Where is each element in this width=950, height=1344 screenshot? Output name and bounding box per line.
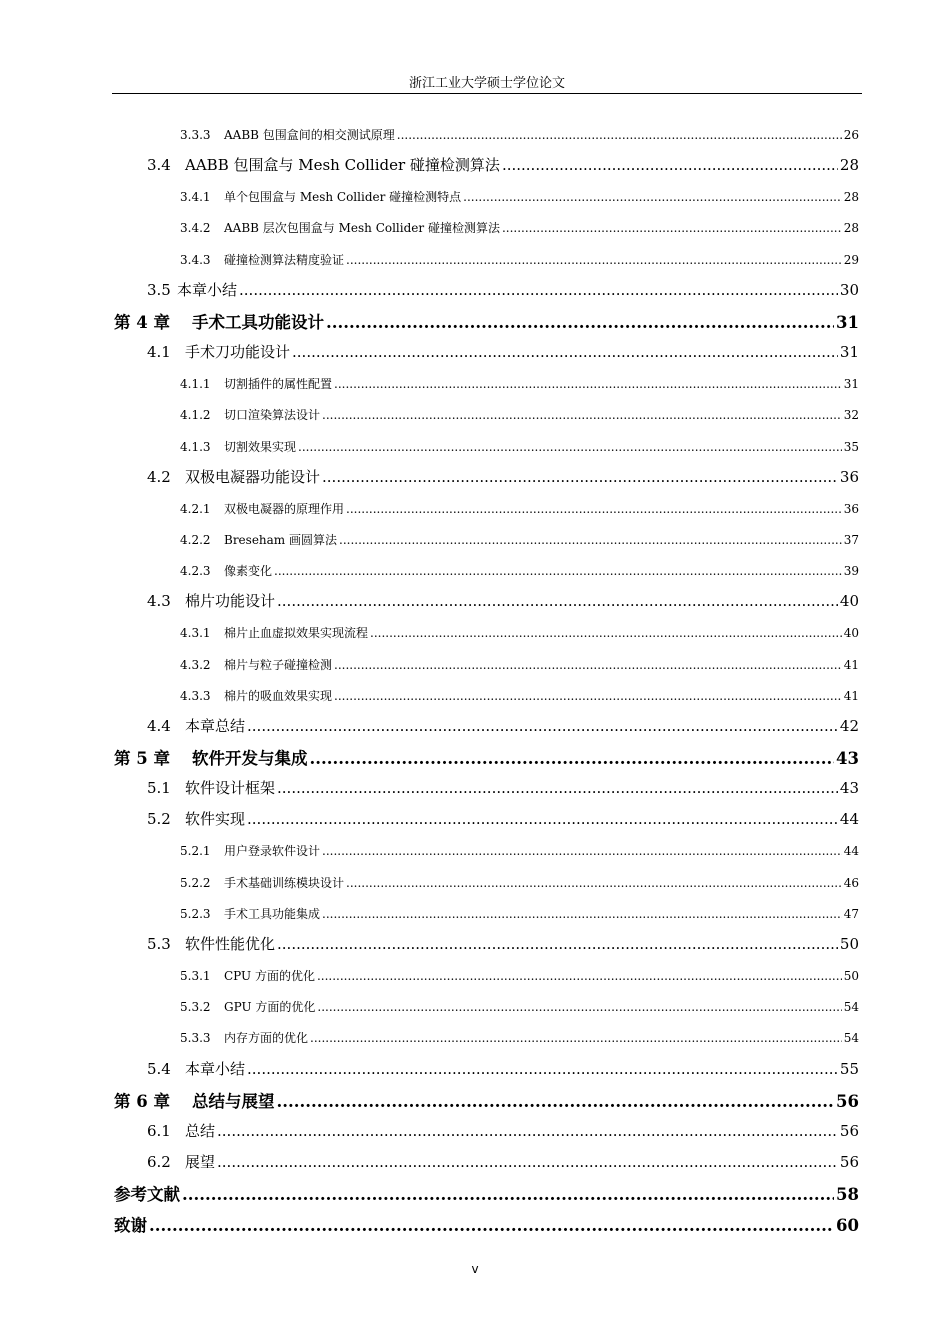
dot-leader xyxy=(217,1122,838,1140)
dot-leader xyxy=(317,969,842,983)
toc-entry-title: 展望 xyxy=(185,1152,216,1171)
toc-entry[interactable] xyxy=(180,375,859,395)
toc-entry-title: 软件开发与集成 xyxy=(192,749,308,768)
toc-entry[interactable] xyxy=(147,466,859,490)
toc-entry-page: 56 xyxy=(836,1091,859,1111)
toc-entry-title: 致谢 xyxy=(114,1216,147,1236)
dot-leader xyxy=(322,408,842,422)
toc-entry-page: 37 xyxy=(843,532,859,547)
toc-entry-page: 56 xyxy=(839,1152,859,1171)
toc-entry-number: 5.4 xyxy=(147,1059,171,1078)
toc-entry[interactable] xyxy=(180,874,859,894)
toc-entry-title: 切割效果实现 xyxy=(224,439,297,454)
toc-entry-number: 4.1.3 xyxy=(180,439,211,454)
toc-entry-page: 42 xyxy=(839,716,859,735)
toc-entry-title: AABB 层次包围盒与 Mesh Collider 碰撞检测算法 xyxy=(224,221,500,236)
toc-entry[interactable] xyxy=(180,967,859,987)
toc-entry-title: 双极电凝器功能设计 xyxy=(185,467,321,486)
toc-entry-title: AABB 包围盒间的相交测试原理 xyxy=(224,128,395,142)
toc-entry-title: 软件性能优化 xyxy=(185,934,276,953)
dot-leader xyxy=(277,592,838,610)
dot-leader xyxy=(346,502,842,516)
dot-leader xyxy=(502,156,838,174)
dot-leader xyxy=(239,281,838,299)
toc-entry-number: 3.4.2 xyxy=(180,221,211,236)
page-number: v xyxy=(471,1262,479,1276)
toc-entry[interactable] xyxy=(180,126,859,146)
toc-entry-page: 43 xyxy=(839,779,859,798)
toc-entry[interactable] xyxy=(180,562,859,582)
toc-entry[interactable] xyxy=(180,905,859,925)
toc-entry-page: 30 xyxy=(839,280,859,299)
toc-entry-number: 4.3.3 xyxy=(180,688,211,703)
toc-entry-page: 28 xyxy=(839,156,859,175)
toc-entry-page: 40 xyxy=(843,626,859,641)
toc-entry[interactable] xyxy=(180,1029,859,1049)
toc-entry-title: 手术基础训练模块设计 xyxy=(224,875,345,890)
toc-entry-number: 5.1 xyxy=(147,779,171,798)
dot-leader xyxy=(502,221,842,235)
toc-entry[interactable] xyxy=(180,531,859,551)
toc-entry-page: 36 xyxy=(839,467,859,486)
toc-entry-title: 手术刀功能设计 xyxy=(185,343,291,362)
toc-entry[interactable] xyxy=(114,309,859,335)
toc-entry[interactable] xyxy=(147,1120,859,1144)
toc-entry-title: 碰撞检测算法精度验证 xyxy=(224,252,345,267)
toc-entry-number: 4.2.2 xyxy=(180,532,211,547)
dot-leader xyxy=(247,810,838,828)
dot-leader xyxy=(370,626,842,640)
toc-entry[interactable] xyxy=(147,154,859,178)
toc-entry-title: 棉片功能设计 xyxy=(185,592,276,611)
dot-leader xyxy=(346,876,842,890)
dot-leader xyxy=(322,468,838,486)
toc-entry-page: 39 xyxy=(843,564,859,579)
dot-leader xyxy=(322,844,842,858)
toc-entry-number: 3.4.1 xyxy=(180,190,211,205)
toc-entry-page: 31 xyxy=(836,312,859,332)
toc-entry-page: 26 xyxy=(843,128,859,142)
dot-leader xyxy=(277,779,838,797)
dot-leader xyxy=(217,1153,838,1171)
toc-entry-number: 4.2.1 xyxy=(180,501,211,516)
dot-leader xyxy=(322,907,842,921)
toc-entry-number: 6.1 xyxy=(147,1121,171,1140)
dot-leader xyxy=(334,689,842,703)
dot-leader xyxy=(182,1185,834,1204)
toc-entry-page: 56 xyxy=(839,1121,859,1140)
toc-entry-title: 棉片与粒子碰撞检测 xyxy=(224,657,333,672)
dot-leader xyxy=(277,1092,835,1111)
toc-entry-number: 第 6 章 xyxy=(114,1091,170,1111)
toc-entry-title: 棉片的吸血效果实现 xyxy=(224,688,333,703)
toc-entry[interactable] xyxy=(114,745,859,771)
toc-entry[interactable] xyxy=(147,1058,859,1082)
toc-entry-title: 总结与展望 xyxy=(192,1091,275,1111)
toc-entry-number: 第 4 章 xyxy=(114,312,170,332)
toc-entry-number: 3.3.3 xyxy=(180,128,211,142)
toc-entry-number: 4.1.2 xyxy=(180,408,211,423)
dot-leader xyxy=(346,253,842,267)
toc-entry-number: 3.5 xyxy=(147,280,171,299)
dot-leader xyxy=(334,377,842,391)
toc-entry-title: 切割插件的属性配置 xyxy=(224,377,333,392)
toc-entry-number: 4.2.3 xyxy=(180,564,211,579)
toc-entry[interactable] xyxy=(147,808,859,832)
toc-entry-number: 5.3.1 xyxy=(180,969,211,984)
toc-entry-number: 4.1 xyxy=(147,343,171,362)
toc-entry-number: 3.4.3 xyxy=(180,252,211,267)
toc-entry-title: 总结 xyxy=(185,1121,216,1140)
toc-entry[interactable] xyxy=(180,251,859,271)
toc-entry[interactable] xyxy=(147,341,859,365)
toc-entry[interactable] xyxy=(180,998,859,1018)
toc-entry-page: 47 xyxy=(843,906,859,921)
toc-entry[interactable] xyxy=(180,219,859,239)
toc-entry-page: 28 xyxy=(843,190,859,205)
toc-entry-page: 32 xyxy=(843,408,859,423)
toc-entry-page: 54 xyxy=(843,1000,859,1015)
toc-entry-title: 参考文献 xyxy=(114,1185,180,1205)
toc-entry[interactable] xyxy=(147,933,859,957)
toc-entry-page: 28 xyxy=(843,221,859,236)
toc-entry-number: 5.3.2 xyxy=(180,1000,211,1015)
toc-entry-page: 50 xyxy=(843,969,859,984)
toc-entry-title: Breseham 画圆算法 xyxy=(224,532,337,547)
dot-leader xyxy=(247,1060,838,1078)
toc-entry-page: 44 xyxy=(839,810,859,829)
dot-leader xyxy=(317,1000,841,1014)
toc-entry[interactable] xyxy=(114,1212,859,1238)
toc-entry-page: 58 xyxy=(836,1185,859,1205)
toc-entry-number: 4.1.1 xyxy=(180,377,211,392)
toc-entry[interactable] xyxy=(180,687,859,707)
toc-entry-title: 本章总结 xyxy=(185,716,246,735)
toc-entry[interactable] xyxy=(147,279,859,303)
toc-entry-number: 4.3.2 xyxy=(180,657,211,672)
toc-entry-page: 50 xyxy=(839,934,859,953)
toc-entry-number: 5.3 xyxy=(147,934,171,953)
dot-leader xyxy=(149,1216,834,1235)
toc-entry-title: 手术工具功能设计 xyxy=(192,312,324,332)
dot-leader xyxy=(310,749,835,768)
toc-entry-title: 内存方面的优化 xyxy=(224,1031,309,1046)
toc-entry-title: 棉片止血虚拟效果实现流程 xyxy=(224,626,369,641)
toc-entry-title: 用户登录软件设计 xyxy=(224,844,321,859)
toc-entry-page: 43 xyxy=(836,749,859,768)
toc-entry-number: 4.3 xyxy=(147,592,171,611)
toc-entry-title: 切口渲染算法设计 xyxy=(224,408,321,423)
toc-entry-page: 46 xyxy=(843,875,859,890)
toc-entry[interactable] xyxy=(180,500,859,520)
toc-entry-title: 本章小结 xyxy=(177,280,238,299)
dot-leader xyxy=(463,190,842,204)
toc-entry-title: 软件实现 xyxy=(185,810,246,829)
toc-entry[interactable] xyxy=(147,590,859,614)
toc-entry-title: 双极电凝器的原理作用 xyxy=(224,501,345,516)
toc-entry-title: 本章小结 xyxy=(185,1059,246,1078)
toc-entry-number: 第 5 章 xyxy=(114,749,170,768)
toc-entry[interactable] xyxy=(180,406,859,426)
dot-leader xyxy=(274,564,842,578)
toc-entry-number: 5.2.1 xyxy=(180,844,211,859)
toc-entry-page: 31 xyxy=(843,377,859,392)
header-divider xyxy=(112,93,862,94)
dot-leader xyxy=(339,533,842,547)
toc-entry[interactable] xyxy=(180,438,859,458)
toc-entry-page: 35 xyxy=(843,439,859,454)
toc-entry-page: 29 xyxy=(843,252,859,267)
toc-entry-title: GPU 方面的优化 xyxy=(224,1000,316,1015)
toc-entry-title: 软件设计框架 xyxy=(185,779,276,798)
toc-entry-page: 40 xyxy=(839,592,859,611)
toc-entry-title: AABB 包围盒与 Mesh Collider 碰撞检测算法 xyxy=(185,156,500,175)
dot-leader xyxy=(310,1031,842,1045)
toc-entry[interactable] xyxy=(147,777,859,801)
toc-entry[interactable] xyxy=(114,1181,859,1207)
toc-entry-number: 4.2 xyxy=(147,467,171,486)
dot-leader xyxy=(277,935,838,953)
toc-entry[interactable] xyxy=(180,188,859,208)
dot-leader xyxy=(292,343,838,361)
toc-entry-title: 手术工具功能集成 xyxy=(224,906,321,921)
toc-entry-number: 4.3.1 xyxy=(180,626,211,641)
dot-leader xyxy=(326,313,834,332)
toc-entry-number: 5.2 xyxy=(147,810,171,829)
toc-entry-page: 31 xyxy=(839,343,859,362)
toc-entry-number: 6.2 xyxy=(147,1152,171,1171)
dot-leader xyxy=(247,717,838,735)
toc-entry-page: 44 xyxy=(843,844,859,859)
toc-entry-number: 5.2.3 xyxy=(180,906,211,921)
toc-entry-title: CPU 方面的优化 xyxy=(224,969,315,984)
dot-leader xyxy=(298,440,842,454)
toc-entry[interactable] xyxy=(147,1151,859,1175)
toc-entry-title: 单个包围盒与 Mesh Collider 碰撞检测特点 xyxy=(224,190,462,205)
toc-entry-page: 60 xyxy=(836,1216,859,1236)
toc-entry-number: 4.4 xyxy=(147,716,171,735)
toc-entry-title: 像素变化 xyxy=(224,564,273,579)
dot-leader xyxy=(334,658,842,672)
toc-entry-number: 3.4 xyxy=(147,156,171,175)
toc-entry-number: 5.3.3 xyxy=(180,1031,211,1046)
toc-entry[interactable] xyxy=(180,624,859,644)
toc-entry[interactable] xyxy=(147,715,859,739)
toc-entry[interactable] xyxy=(180,842,859,862)
page-header: 浙江工业大学硕士学位论文 xyxy=(408,76,565,91)
toc-entry-page: 54 xyxy=(843,1031,859,1046)
toc-entry[interactable] xyxy=(180,656,859,676)
toc-entry[interactable] xyxy=(114,1088,859,1114)
toc-entry-page: 41 xyxy=(843,688,859,703)
toc-entry-number: 5.2.2 xyxy=(180,875,211,890)
toc-entry-page: 41 xyxy=(843,657,859,672)
toc-entry-page: 55 xyxy=(839,1059,859,1078)
toc-entry-page: 36 xyxy=(843,501,859,516)
dot-leader xyxy=(397,128,842,142)
